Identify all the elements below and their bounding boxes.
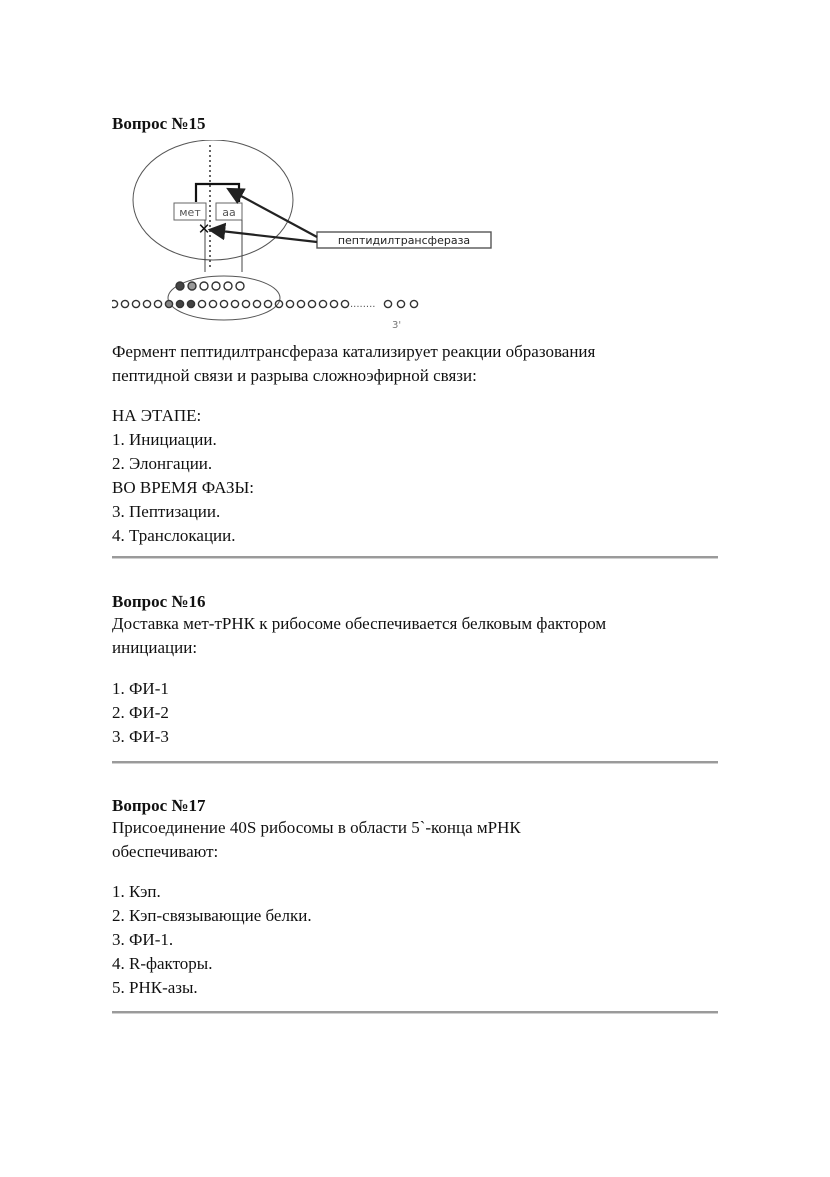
svg-text:........: ........ (350, 299, 376, 310)
q16-option-3: 3. ФИ-3 (112, 727, 169, 746)
q16-text-line-2: инициации: (112, 638, 198, 657)
ribosome-diagram (112, 140, 502, 335)
q15-option-3: 3. Пептизации. (112, 502, 221, 521)
q17-option-5: 5. РНК-азы. (112, 978, 198, 997)
q17-text-line-1: Присоединение 40S рибосомы в области 5`-конца мРНК (112, 818, 521, 837)
separator-2 (112, 761, 718, 764)
separator-3 (112, 1011, 718, 1014)
q16-text-line-1: Доставка мет-тРНК к рибосоме обеспечивается белковым фактором (112, 614, 607, 633)
separator-1 (112, 556, 718, 559)
enzyme-label: пептидилтрансфераза (337, 234, 471, 247)
question-16-title: Вопрос №16 (112, 592, 206, 611)
q17-text-line-2: обеспечивают: (112, 842, 219, 861)
label-aa: аа (222, 206, 236, 219)
q17-option-3: 3. ФИ-1. (112, 930, 174, 949)
question-15-title: Вопрос №15 (112, 114, 206, 133)
q17-option-4: 4. R-факторы. (112, 954, 213, 973)
q15-heading-stage: НА ЭТАПЕ: (112, 406, 202, 425)
q17-option-1: 1. Кэп. (112, 882, 161, 901)
q15-text-line-1: Фермент пептидилтрансфераза катализирует реакции образования (112, 342, 596, 361)
q15-option-1: 1. Инициации. (112, 430, 217, 449)
q15-option-4: 4. Транслокации. (112, 526, 236, 545)
anticodon-circles (176, 282, 244, 290)
q17-option-2: 2. Кэп-связывающие белки. (112, 906, 312, 925)
q15-option-2: 2. Элонгации. (112, 454, 213, 473)
q15-text-line-2: пептидной связи и разрыва сложноэфирной связи: (112, 366, 477, 385)
label-3-prime: 3' (392, 320, 402, 331)
label-met: мет (179, 206, 201, 219)
q15-heading-phase: ВО ВРЕМЯ ФАЗЫ: (112, 478, 255, 497)
q16-option-2: 2. ФИ-2 (112, 703, 169, 722)
question-17-title: Вопрос №17 (112, 796, 206, 815)
large-subunit (133, 140, 293, 260)
small-subunit (168, 276, 280, 320)
q16-option-1: 1. ФИ-1 (112, 679, 169, 698)
bond-cleavage-mark: ✕ (197, 220, 211, 238)
